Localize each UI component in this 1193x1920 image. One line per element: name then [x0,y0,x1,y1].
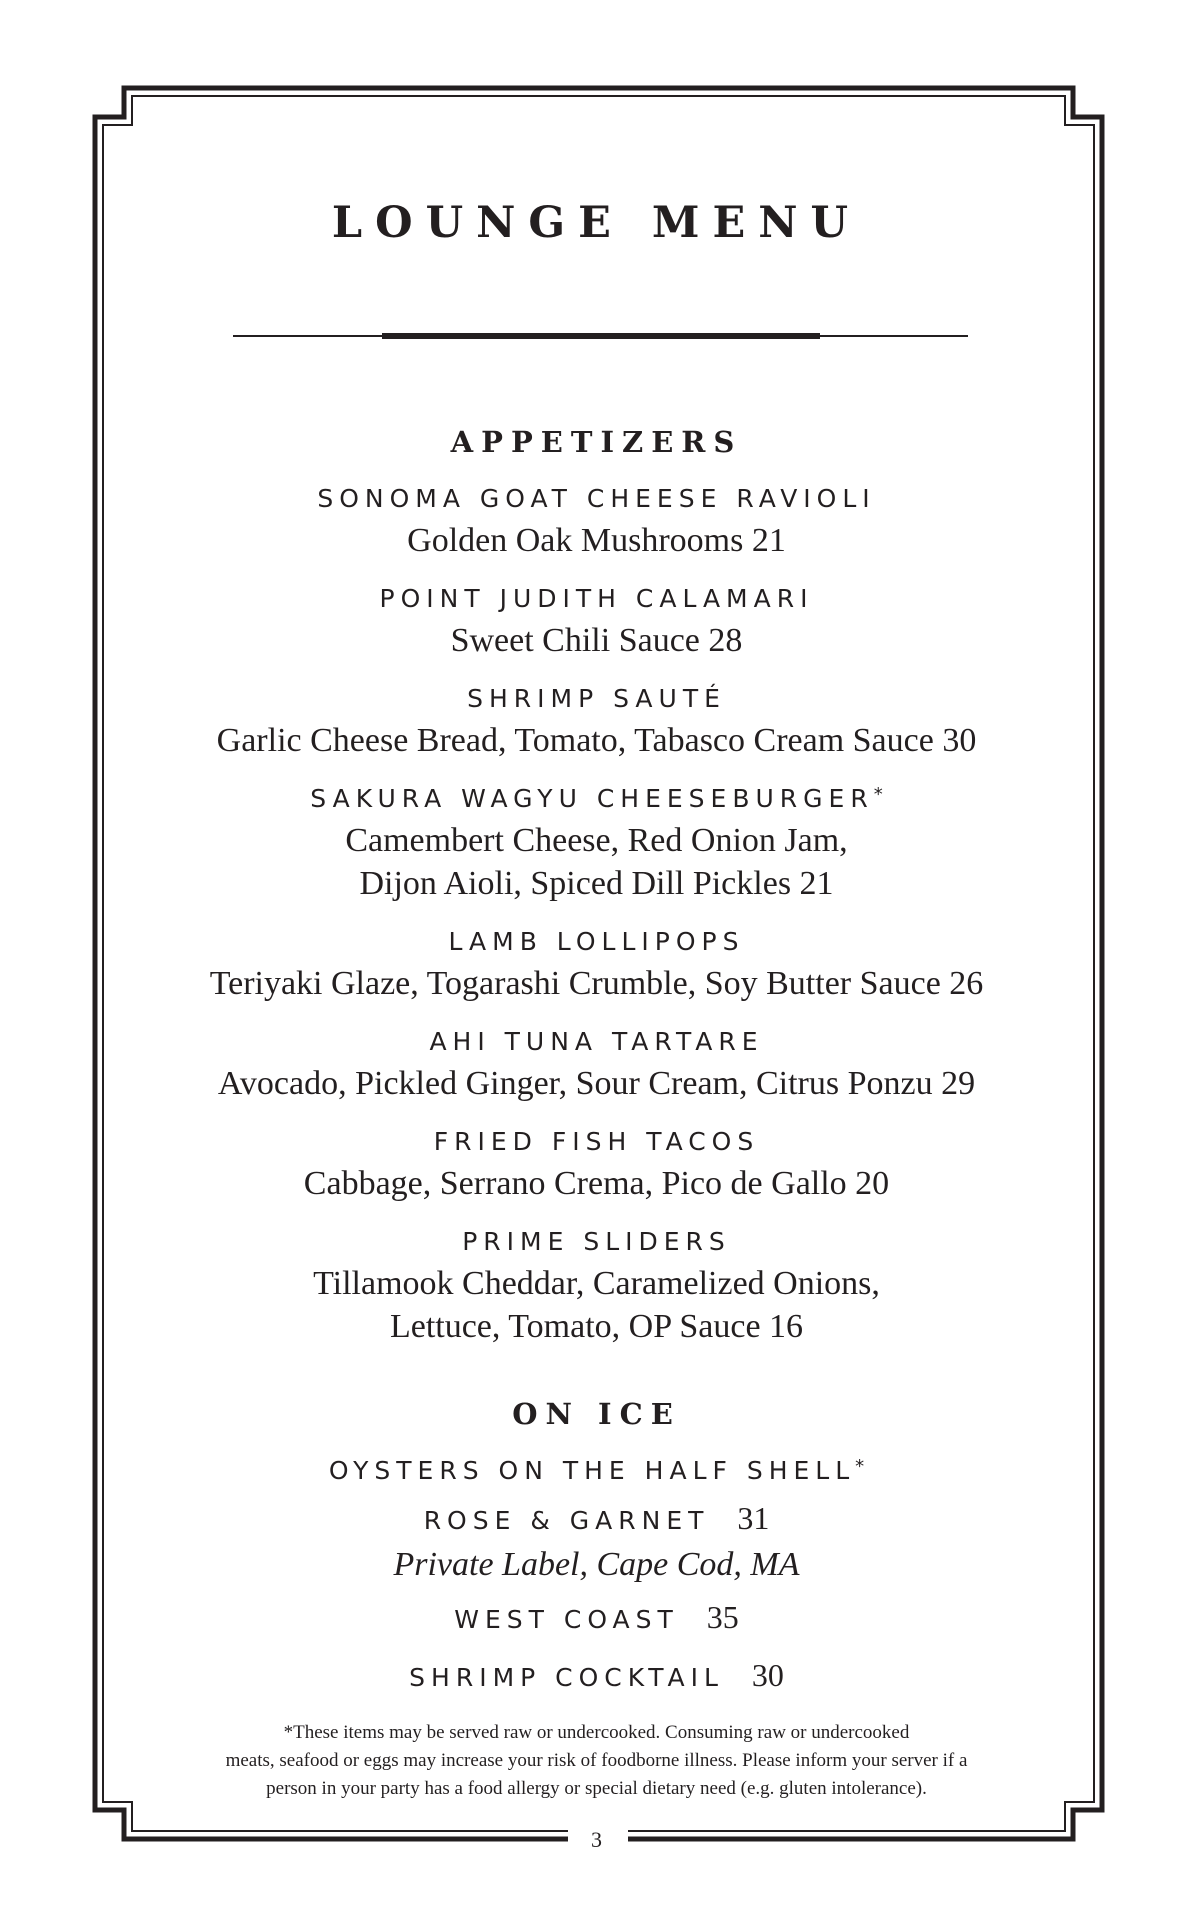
allergy-footnote [0,1719,1193,1803]
item-west-coast [0,1599,1193,1635]
footnote-line-3: person in your party has a food allergy or special dietary need (e.g. gluten intolerance). [266,1778,927,1799]
section-heading-on-ice: ON ICE [512,1397,681,1431]
item-name-ravioli: SONOMA GOAT CHEESE RAVIOLI [317,484,876,513]
item-name-shrimp-cocktail: SHRIMP COCKTAIL [409,1663,724,1692]
item-name-lamb-lollipops: LAMB LOLLIPOPS [448,927,745,956]
item-rose-garnet [0,1500,1193,1536]
item-name-oysters-text: OYSTERS ON THE HALF SHELL [328,1456,856,1485]
item-desc-fish-tacos: Cabbage, Serrano Crema, Pico de Gallo 20 [303,1165,890,1202]
title-divider-thick [382,333,820,339]
item-name-west-coast: WEST COAST [454,1605,679,1634]
menu-title: LOUNGE MENU [331,198,862,248]
raw-warning-mark: * [873,784,883,805]
item-desc-ravioli: Golden Oak Mushrooms 21 [407,522,786,559]
item-name-fish-tacos: FRIED FISH TACOS [433,1127,760,1156]
raw-warning-mark: * [855,1456,865,1477]
section-heading-appetizers: APPETIZERS [450,425,743,459]
item-name-ahi-tuna: AHI TUNA TARTARE [429,1027,764,1056]
item-price-west-coast: 35 [706,1599,739,1635]
item-name-calamari: POINT JUDITH CALAMARI [379,584,814,613]
item-name-wagyu-burger [0,784,1193,814]
item-desc-prime-sliders-line2: Lettuce, Tomato, OP Sauce 16 [389,1308,804,1345]
item-desc-wagyu-burger-line1: Camembert Cheese, Red Onion Jam, [345,822,848,859]
item-desc-shrimp-saute: Garlic Cheese Bread, Tomato, Tabasco Cream Sauce 30 [216,722,977,759]
item-shrimp-cocktail [0,1657,1193,1693]
item-desc-calamari: Sweet Chili Sauce 28 [450,622,743,659]
item-price-shrimp-cocktail: 30 [751,1657,784,1693]
item-name-rose-garnet: ROSE & GARNET [423,1506,710,1535]
item-desc-prime-sliders-line1: Tillamook Cheddar, Caramelized Onions, [313,1265,880,1302]
page-number: 3 [591,1827,602,1852]
footnote-line-1: *These items may be served raw or undercooked. Consuming raw or undercooked [283,1722,910,1743]
item-origin-rose-garnet: Private Label, Cape Cod, MA [393,1546,800,1583]
item-price-rose-garnet: 31 [737,1500,770,1536]
item-desc-wagyu-burger-line2: Dijon Aioli, Spiced Dill Pickles 21 [359,865,834,902]
item-name-shrimp-saute: SHRIMP SAUTÉ [467,684,726,713]
item-name-oysters [0,1456,1193,1486]
item-name-wagyu-burger-text: SAKURA WAGYU CHEESEBURGER [310,784,874,813]
item-desc-ahi-tuna: Avocado, Pickled Ginger, Sour Cream, Citrus Ponzu 29 [217,1065,976,1102]
item-desc-lamb-lollipops: Teriyaki Glaze, Togarashi Crumble, Soy Butter Sauce 26 [209,965,984,1002]
item-name-prime-sliders: PRIME SLIDERS [462,1227,731,1256]
footnote-line-2: meats, seafood or eggs may increase your risk of foodborne illness. Please inform your server if a [225,1750,968,1771]
